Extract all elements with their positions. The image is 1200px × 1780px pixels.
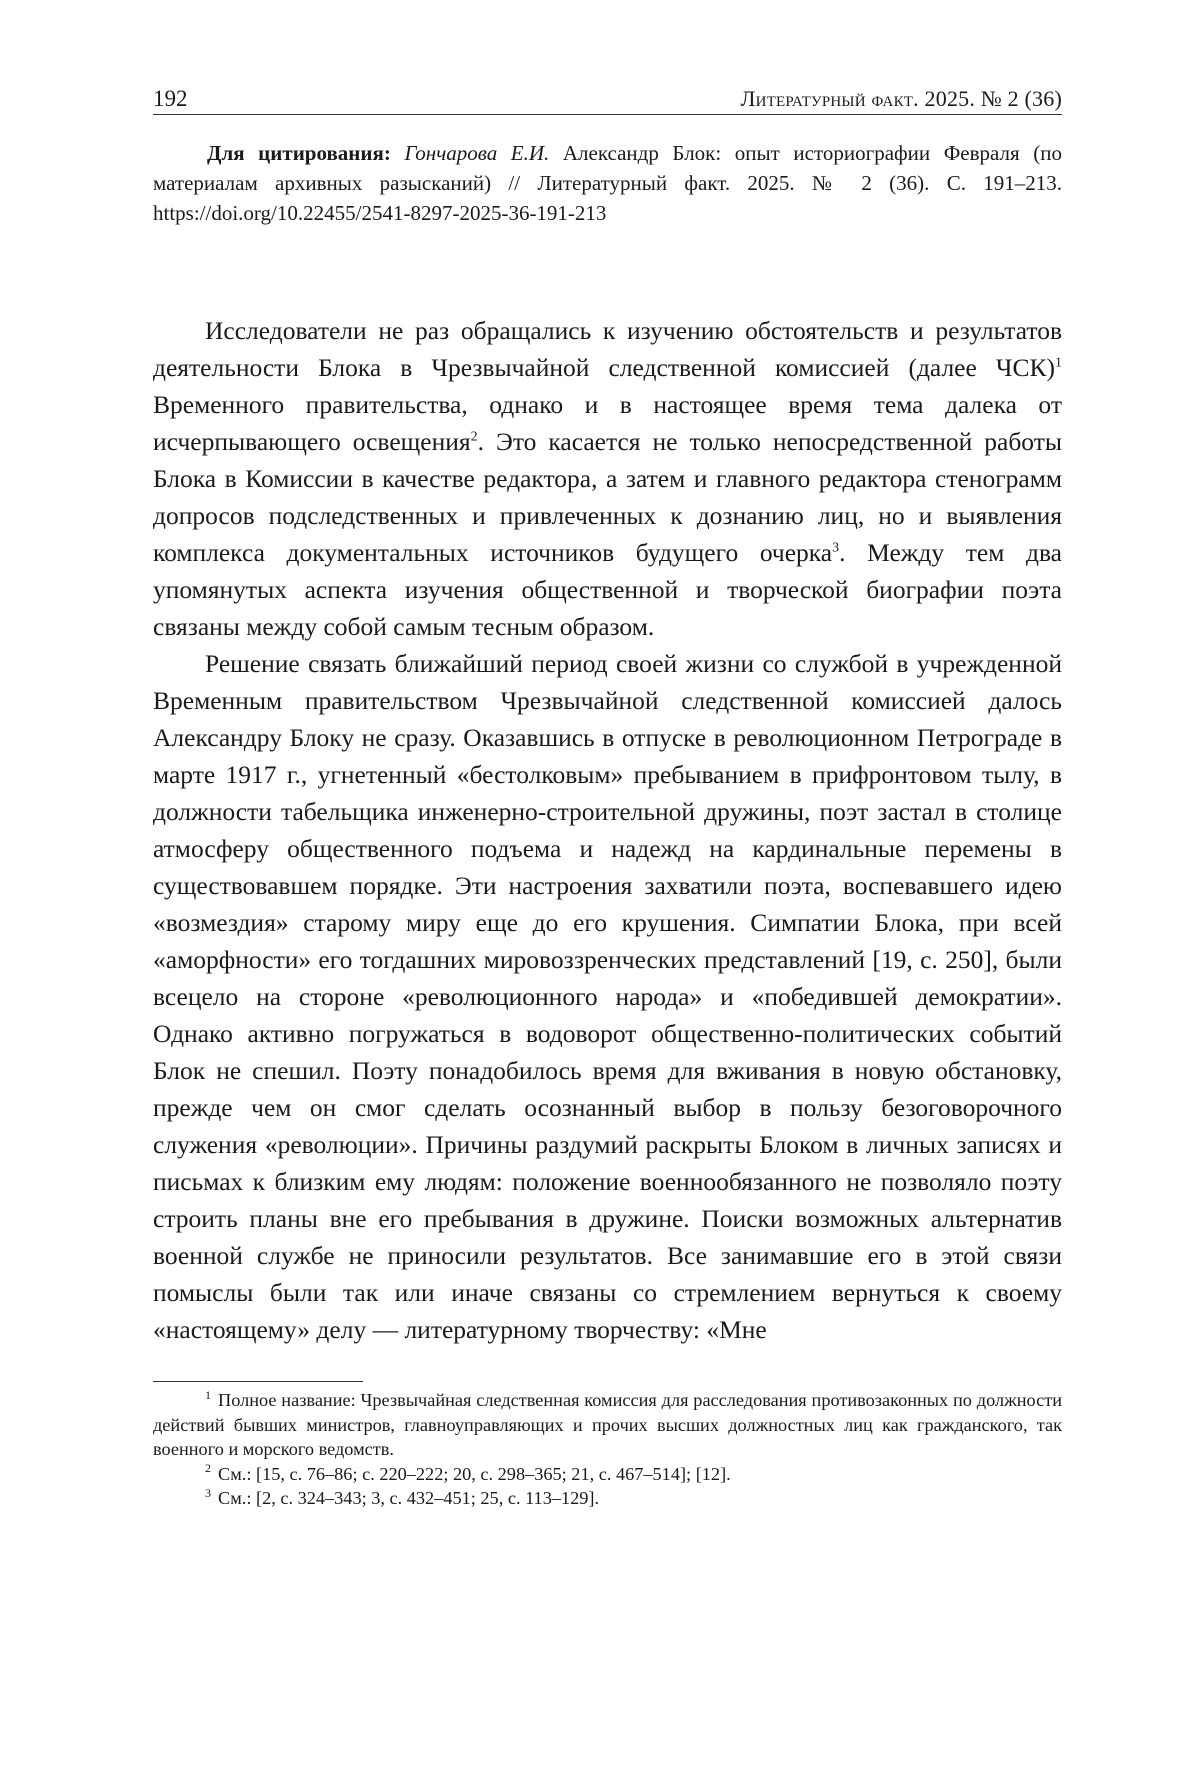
footnote-text: См.: [2, с. 324–343; 3, с. 432–451; 25, с. 113–129]. xyxy=(218,1488,600,1508)
page-number: 192 xyxy=(153,86,188,111)
paragraph-1-part-b: Временного правительства, однако и в настоящее время тема далека от исчерпывающего освещения xyxy=(153,390,1062,456)
paragraph-2: Решение связать ближайший период своей жизни со службой в учрежденной Временным правительством Чрезвычайной следственной комиссией далось Александру Блоку не сразу. Оказавшись в отпуске в революционном Петрограде в марте 1917 г., угнетенный «бестолковым» пребыванием в прифронтовом тылу, в должности табельщика инженерно-строительной дружины, поэт застал в столице атмосферу общественного подъема и надежд на кардинальные перемены в существовавшем порядке. Эти настроения захватили поэта, воспевавшего идею «возмездия» старому миру еще до его крушения. Симпатии Блока, при всей «аморфности» его тогдашних мировоззренческих представлений [19, с. 250], были всецело на стороне «революционного народа» и «победившей демократии». Однако активно погружаться в водоворот общественно-политических событий Блок не спешил. Поэту понадобилось время для вживания в новую обстановку, прежде чем он смог сделать осознанный выбор в пользу безоговорочного служения «революции». Причины раздумий раскрыты Блоком в личных записях и письмах к близким ему людям: положение военнообязанного не позволяло поэту строить планы вне его пребывания в дружине. Поиски возможных альтернатив военной службе не приносили результатов. Все занимавшие его в этой связи помыслы были так или иначе связаны со стремлением вернуться к своему «настоящему» делу — литературному творчеству: «Мне xyxy=(153,649,1062,1344)
footnote-1 xyxy=(153,1388,1062,1462)
citation-text: Александр Блок: опыт историографии Февраля (по материалам архивных разысканий) // Литературный факт. 2025. № 2 (36). С. 191–213. https://doi.org/10.22455/2541-8297-2025-36-191-213 xyxy=(153,141,1062,225)
running-head xyxy=(153,86,1062,115)
citation-block xyxy=(153,138,1062,228)
citation-lead: Для цитирования: xyxy=(207,141,391,165)
paragraph-1-part-c: . Это касается не только непосредственной работы Блока в Комиссии в качестве редактора, а затем и главного редактора стенограмм допросов подследственных и привлеченных к дознанию лиц, но и выявления комплекса документальных источников будущего очерка xyxy=(153,427,1062,567)
journal-title: Литературный факт. 2025. № 2 (36) xyxy=(740,86,1062,111)
footnote-3 xyxy=(153,1486,1062,1511)
paragraph-1-part-d: . Между тем два упомянутых аспекта изучения общественной и творческой биографии поэта связаны между собой самым тесным образом. xyxy=(153,538,1063,641)
footnote-text: См.: [15, с. 76–86; с. 220–222; 20, с. 298–365; 21, с. 467–514]; [12]. xyxy=(218,1463,731,1484)
article-body xyxy=(153,312,1062,1348)
footnote-number: 1 xyxy=(205,1387,211,1402)
footnote-ref-3[interactable]: 3 xyxy=(832,540,840,556)
footnote-ref-1[interactable]: 1 xyxy=(1055,355,1062,371)
footnote-ref-2[interactable]: 2 xyxy=(470,429,478,445)
footnote-2 xyxy=(153,1462,1062,1487)
footnote-divider xyxy=(153,1381,363,1382)
paragraph-1-part-a: Исследователи не раз обращались к изучению обстоятельств и результатов деятельности Блока в Чрезвычайной следственной комиссией (далее ЧСК) xyxy=(153,316,1062,382)
footnote-text: Полное название: Чрезвычайная следственная комиссия для расследования противозаконных по должности действий бывших министров, главноуправляющих и прочих высших должностных лиц как гражданского, так военного и морского ведомств. xyxy=(153,1390,1062,1459)
citation-authors: Гончарова Е.И. xyxy=(404,141,550,165)
footnote-number: 3 xyxy=(205,1485,211,1500)
footnote-number: 2 xyxy=(205,1461,211,1476)
paragraph-1 xyxy=(153,312,1062,645)
footnotes xyxy=(153,1381,1062,1511)
